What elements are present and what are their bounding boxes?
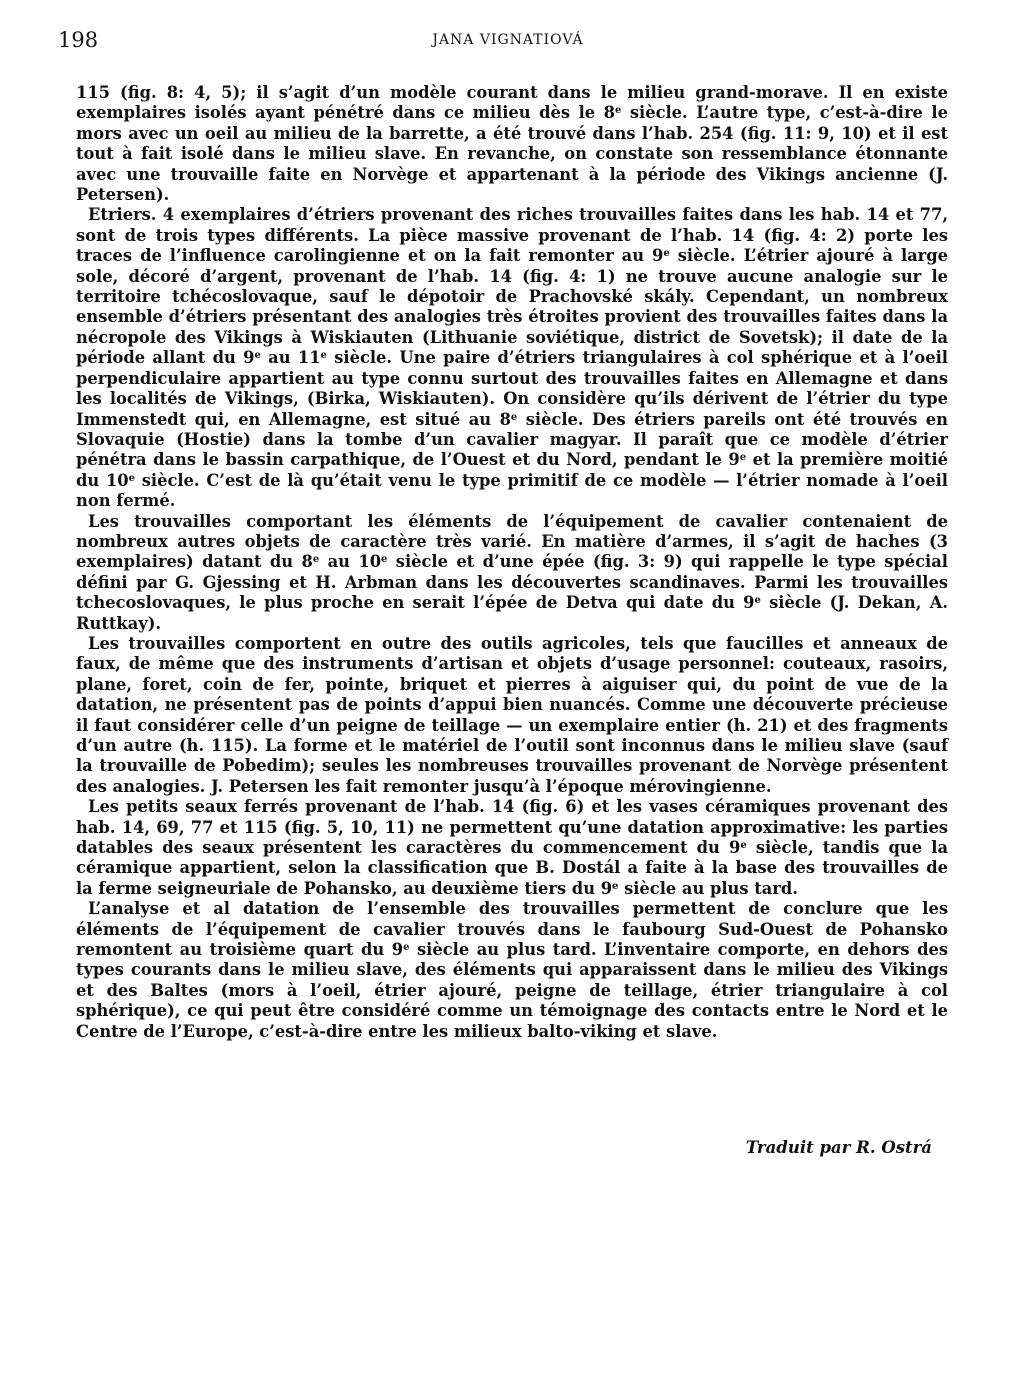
running-head-author: JANA VIGNATIOVÁ [432, 32, 584, 48]
superscript: e [312, 554, 320, 566]
superscript: e [320, 350, 327, 362]
body-paragraph [76, 83, 948, 205]
text-run: Etriers. 4 exemplaires d’étriers provenant des riches trouvailles faites dans les hab. 14 et 77, sont de trois types différents. La pièce massive provenant de l’hab. 14 (fig. 4: 2) porte les traces de l’influence carolingienne et on la fait remonter au 9 [76, 205, 948, 266]
text-run: siècle. C’est de là qu’était venu le type primitif de ce modèle — l’étrier nomade à l’oeil non fermé. [76, 470, 948, 511]
text-run: 115 (fig. 8: 4, 5); il s’agit d’un modèle courant dans le milieu grand-morave. Il en existe exemplaires isolés ayant pénétré dans ce milieu dès le 8 [76, 83, 948, 123]
text-run: Les trouvailles comportent en outre des outils agricoles, tels que faucilles et anneaux de faux, de même que des instruments d’artisan et objets d’usage personnel: couteaux, rasoirs, plane, foret, coin de fer, pointe, briquet et pierres à aiguiser qui, du point de vue de la datation, ne présentent pas de points d’appui bien nuancés. Comme une découverte précieuse il faut considérer celle d’un peigne de teillage — un exemplaire entier (h. 21) et des fragments d’un autre (h. 115). La forme et le matériel de l’outil sont inconnus dans le milieu slave (sauf la trouvaille de Pobedim); seules les nombreuses trouvailles provenant de Norvège présentent des analogies. J. Petersen les fait remonter jusqu’à l’époque mérovingienne. [76, 633, 948, 796]
superscript: e [663, 248, 670, 260]
text-run: siècle. Des étriers pareils ont été trouvés en Slovaquie (Hostie) dans la tombe d’un cavalier magyar. Il paraît que ce modèle d’étrier pénétra dans le bassin carpathique, de l’Ouest et du Nord, pendant le 9 [76, 409, 948, 470]
superscript: e [254, 350, 261, 362]
superscript: e [614, 105, 622, 117]
text-run: siècle. Une paire d’étriers triangulaires à col sphérique et à l’oeil perpendiculaire appartient au type connu surtout des trouvailles faites en Allemagne et dans les localités de Vikings, (Birka, Wiskiauten). On considère qu’ils dérivent de l’étrier du type Immenstedt qui, en Allemagne, est situé au 8 [76, 348, 948, 429]
text-run: siècle (J. Dekan, A. Ruttkay). [76, 593, 948, 633]
superscript: e [740, 840, 747, 852]
text-run: Les petits seaux ferrés provenant de l’hab. 14 (fig. 6) et les vases céramiques provenant des hab. 14, 69, 77 et 115 (fig. 5, 10, 11) ne permettent qu’une datation approximative: les parties datables des seaux présentent les caractères du commencement du 9 [76, 797, 948, 858]
text-run: siècle. L’autre type, c’est-à-dire le mors avec un oeil au milieu de la barrette, a été trouvé dans l’hab. 254 (fig. 11: 9, 10) et il est tout à fait isolé dans le milieu slave. En revanche, on constate son ressemblance étonnante avec une trouvaille faite en Norvège et appartenant à la période des Vikings ancienne (J. Petersen). [76, 103, 948, 205]
body-paragraph [76, 797, 948, 899]
running-head [58, 28, 958, 58]
text-run: et la première moitié du 10 [76, 450, 948, 490]
text-run: siècle. L’étrier ajouré à large sole, décoré d’argent, provenant de l’hab. 14 (fig. 4: 1) ne trouve aucune analogie sur le territoire tchécoslovaque, sauf le dépotoir de Prachovské skály. Cependant, un nombreux ensemble d’étriers présentant des analogies très étroites provient des trouvailles faites dans la nécropole des Vikings à Wiskiauten (Lithuanie soviétique, district de Sovetsk); il date de la période allant du 9 [76, 246, 948, 368]
superscript: e [403, 942, 410, 954]
superscript: e [381, 554, 388, 566]
text-run: siècle, tandis que la céramique appartient, selon la classification que B. Dostál a faite à la base des trouvailles de la ferme seigneuriale de Pohansko, au deuxième tiers du 9 [76, 838, 948, 898]
body-paragraph [76, 205, 948, 511]
body-paragraph [76, 899, 948, 1042]
text-run: siècle et d’une épée (fig. 3: 9) qui rappelle le type spécial défini par G. Gjessing et H. Arbman dans les découvertes scandinaves. Parmi les trouvailles tchecoslovaques, le plus proche en serait l’épée de Detva qui date du 9 [76, 552, 948, 613]
superscript: e [128, 472, 135, 484]
text-run: siècle au plus tard. [618, 878, 798, 898]
superscript: e [510, 411, 518, 423]
text-run: au 11 [260, 348, 321, 368]
superscript: e [612, 880, 619, 892]
body-paragraph [76, 512, 948, 634]
article-body [76, 83, 948, 1042]
translation-credit: Traduit par R. Ostrá [745, 1138, 932, 1157]
superscript: e [739, 452, 747, 464]
text-run: siècle au plus tard. L’inventaire comporte, en dehors des types courants dans le milieu slave, des éléments qui apparaissent dans le milieu des Vikings et des Baltes (mors à l’oeil, étrier ajouré, peigne de teillage, étrier triangulaire à col sphérique), ce qui peut être considéré comme un témoignage des contacts entre le Nord et le Centre de l’Europe, c’est-à-dire entre les milieux balto-viking et slave. [76, 940, 948, 1041]
text-run: au 10 [319, 552, 382, 572]
text-run: Les trouvailles comportant les éléments de l’équipement de cavalier contenaient de nombreux autres objets de caractère très varié. En matière d’armes, il s’agit de haches (3 exemplaires) datant du 8 [76, 511, 948, 572]
body-paragraph [76, 634, 948, 797]
superscript: e [754, 595, 761, 607]
page-number: 198 [58, 28, 99, 52]
text-run: L’analyse et al datation de l’ensemble des trouvailles permettent de conclure que les éléments de l’équipement de cavalier trouvés dans le faubourg Sud-Ouest de Pohansko remontent au troisième quart du 9 [76, 899, 948, 960]
